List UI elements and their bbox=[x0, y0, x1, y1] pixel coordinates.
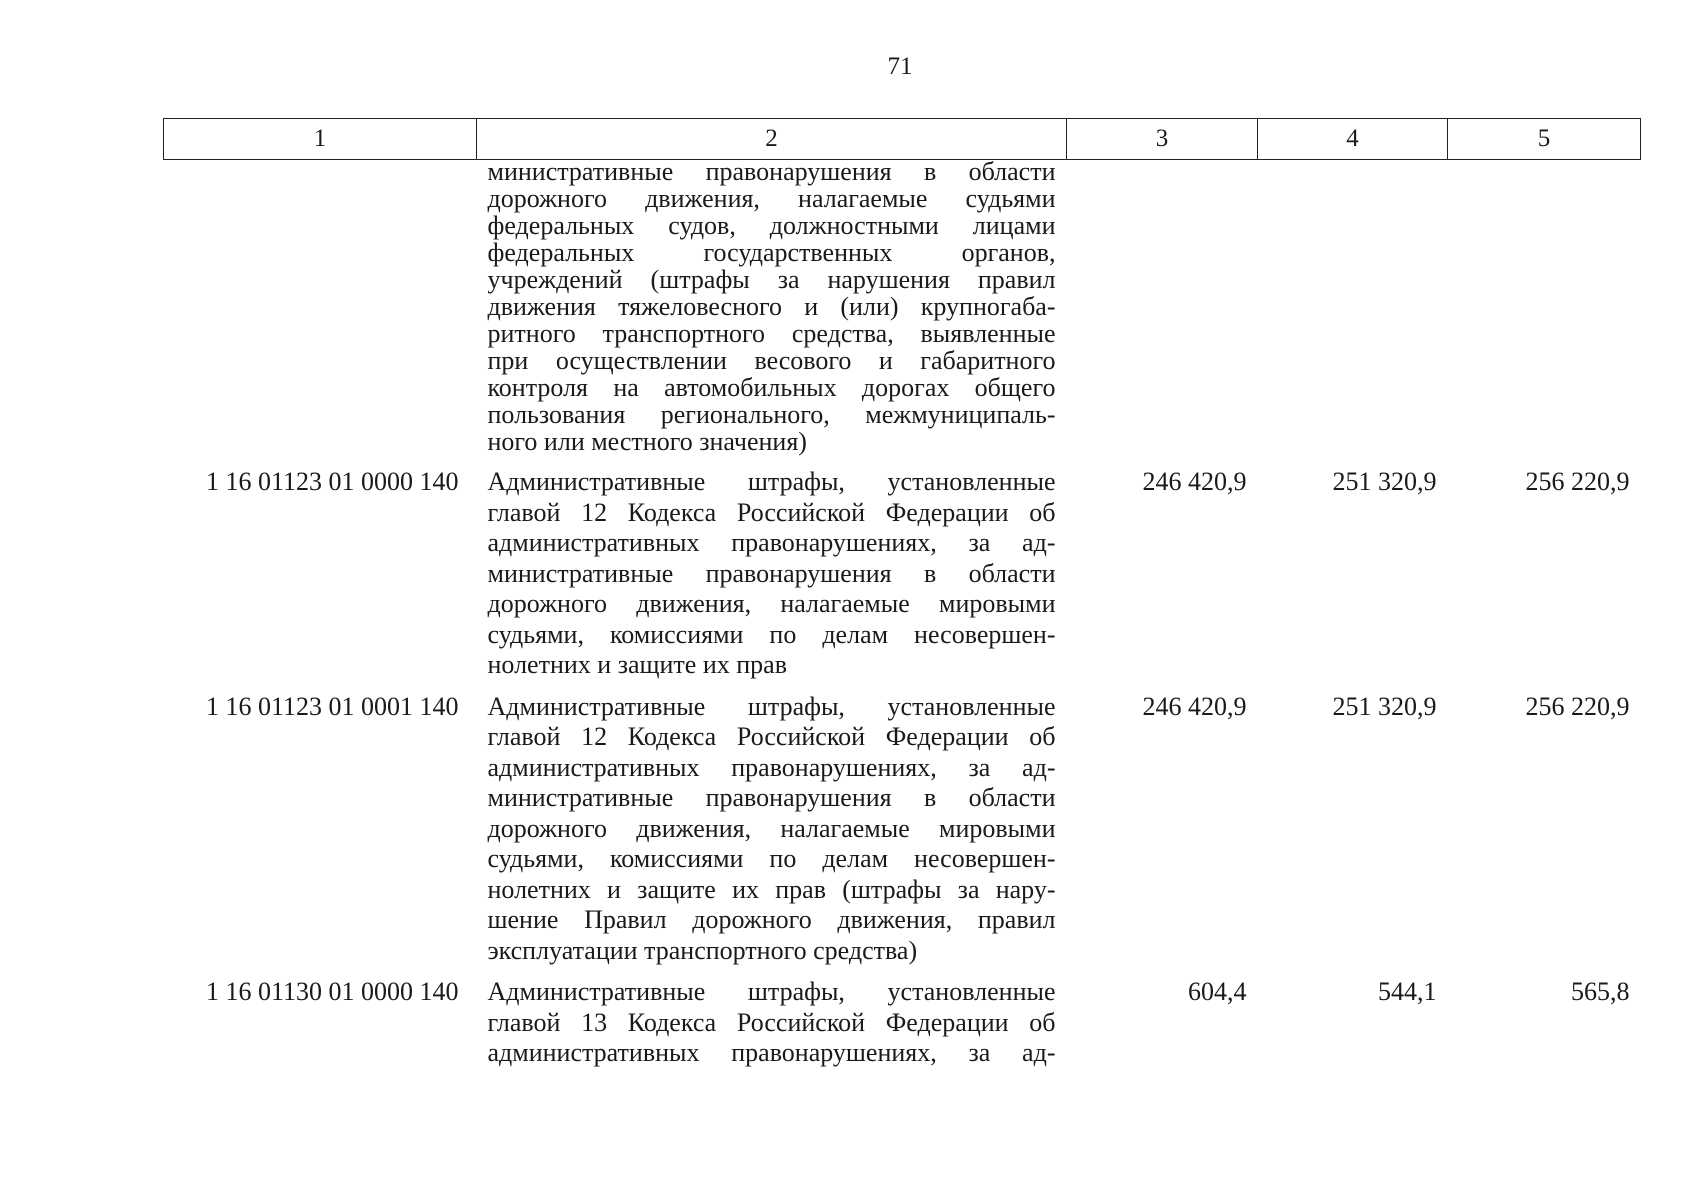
row-code: 1 16 01123 01 0000 140 bbox=[205, 467, 459, 496]
row-code: 1 16 01123 01 0001 140 bbox=[205, 691, 459, 721]
row-value-col-4 bbox=[1258, 160, 1448, 465]
description-line: административных правонарушениях, за ад- bbox=[487, 752, 1056, 782]
description-line: Административные штрафы, установленные bbox=[487, 691, 1056, 721]
description-line: дорожного движения, налагаемые судьями bbox=[487, 184, 1056, 213]
row-code: 1 16 01130 01 0000 140 bbox=[205, 977, 459, 1006]
header-col-3: 3 bbox=[1067, 119, 1258, 160]
description-line: нолетних и защите их прав bbox=[487, 650, 787, 679]
description-line: Административные штрафы, установленные bbox=[487, 467, 1056, 496]
description-line: дорожного движения, налагаемые мировыми bbox=[487, 813, 1056, 843]
description-line: министративные правонарушения в области bbox=[487, 558, 1056, 588]
description-line: главой 13 Кодекса Российской Федерации об bbox=[487, 1007, 1056, 1037]
description-line: контроля на автомобильных дорогах общего bbox=[487, 373, 1056, 402]
description-line: федеральных судов, должностными лицами bbox=[487, 211, 1056, 240]
row-description bbox=[477, 157, 1067, 465]
row-description bbox=[477, 689, 1067, 975]
description-line: административных правонарушениях, за ад- bbox=[487, 528, 1056, 557]
description-line: шение Правил дорожного движения, правил bbox=[487, 905, 1056, 934]
row-description bbox=[477, 974, 1067, 1077]
header-col-1: 1 bbox=[164, 119, 477, 160]
table-row bbox=[164, 689, 1641, 975]
row-value-col-5: 565,8 bbox=[1571, 977, 1630, 1006]
description-line: эксплуатации транспортного средства) bbox=[487, 935, 918, 965]
row-value-col-4: 251 320,9 bbox=[1332, 467, 1437, 496]
description-line: главой 12 Кодекса Российской Федерации об bbox=[487, 722, 1056, 751]
table-body bbox=[164, 157, 1641, 1077]
header-col-2: 2 bbox=[477, 119, 1067, 160]
description-line: учреждений (штрафы за нарушения правил bbox=[487, 265, 1056, 294]
description-line: дорожного движения, налагаемые мировыми bbox=[487, 589, 1056, 618]
description-line: ритного транспортного средства, выявленные bbox=[487, 319, 1056, 348]
description-line: Административные штрафы, установленные bbox=[487, 977, 1056, 1006]
description-line: пользования регионального, межмуниципаль- bbox=[487, 400, 1056, 429]
row-value-col-5: 256 220,9 bbox=[1525, 467, 1630, 496]
row-value-col-3: 604,4 bbox=[1188, 977, 1247, 1006]
row-value-col-4: 251 320,9 bbox=[1332, 691, 1437, 721]
row-value-col-3: 246 420,9 bbox=[1142, 691, 1247, 721]
row-value-col-5 bbox=[1448, 160, 1641, 465]
description-line: нолетних и защите их прав (штрафы за нару- bbox=[487, 874, 1056, 904]
description-line: главой 12 Кодекса Российской Федерации об bbox=[487, 497, 1056, 527]
table-row bbox=[164, 160, 1641, 465]
description-line: федеральных государственных органов, bbox=[487, 238, 1056, 267]
description-line: судьями, комиссиями по делам несовершен- bbox=[487, 844, 1056, 873]
row-value-col-3 bbox=[1067, 160, 1258, 465]
row-value-col-5: 256 220,9 bbox=[1525, 691, 1630, 721]
header-row bbox=[164, 119, 1641, 160]
table-header bbox=[164, 119, 1641, 160]
row-value-col-4: 544,1 bbox=[1378, 977, 1437, 1006]
description-line: ного или местного значения) bbox=[487, 427, 807, 456]
description-line: движения тяжеловесного и (или) крупногаба- bbox=[487, 292, 1056, 321]
description-line: при осуществлении весового и габаритного bbox=[487, 346, 1056, 375]
page-number: 71 bbox=[887, 53, 913, 80]
header-col-4: 4 bbox=[1258, 119, 1448, 160]
row-description bbox=[477, 464, 1067, 689]
table-row bbox=[164, 464, 1641, 689]
budget-table bbox=[163, 118, 1641, 1077]
table-row bbox=[164, 974, 1641, 1077]
description-line: административных правонарушениях, за ад- bbox=[487, 1038, 1056, 1067]
description-line: министративные правонарушения в области bbox=[487, 783, 1056, 812]
row-code bbox=[164, 160, 477, 465]
header-col-5: 5 bbox=[1448, 119, 1641, 160]
row-value-col-3: 246 420,9 bbox=[1142, 467, 1247, 496]
description-line: министративные правонарушения в области bbox=[487, 157, 1056, 186]
description-line: судьями, комиссиями по делам несовершен- bbox=[487, 619, 1056, 649]
